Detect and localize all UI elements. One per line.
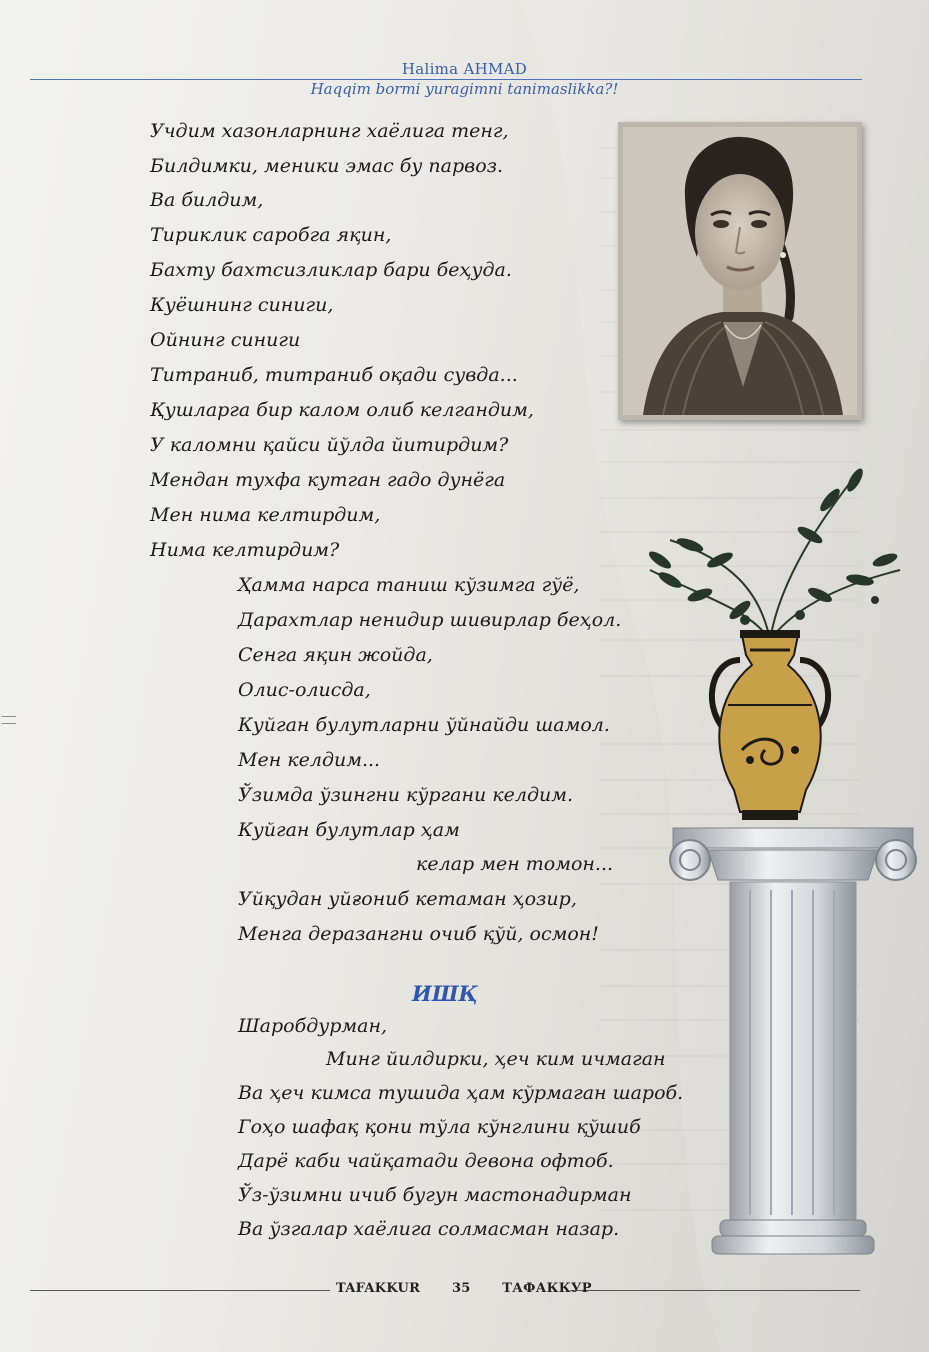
poem-line: Титраниб, титраниб оқади сувда...: [150, 364, 518, 386]
poem-line: У каломни қайси йўлда йитирдим?: [150, 434, 509, 456]
footer-magazine-cyrillic: ТАФАККУР: [502, 1281, 592, 1296]
poem-line: Мен нима келтирдим,: [150, 504, 381, 526]
poem-line: Билдимки, меники эмас бу парвоз.: [150, 155, 504, 177]
page-footer: [336, 1281, 592, 1296]
portrait-frame: [618, 122, 862, 420]
poem-line: Ва билдим,: [150, 189, 264, 211]
footer-rule-left: [30, 1290, 330, 1291]
section-line: Гоҳо шафақ қони тўла кўнглини қўшиб: [238, 1116, 641, 1138]
poem-line: Мендан тухфа кутган гадо дунёга: [150, 469, 506, 491]
section-line: Шаробдурман,: [238, 1015, 388, 1037]
poem-line: келар мен томон...: [416, 853, 614, 875]
section-line: Минг йилдирки, ҳеч ким ичмаган: [326, 1048, 666, 1070]
poem-line: Ойнинг синиги: [150, 329, 301, 351]
section-title: ИШҚ: [412, 981, 478, 1006]
poem-line: Менга деразангни очиб қўй, осмон!: [238, 923, 599, 945]
poem-line: Куёшнинг синиги,: [150, 294, 334, 316]
footer-magazine-latin: TAFAKKUR: [336, 1281, 421, 1296]
author-name: [0, 60, 929, 78]
page-number: 35: [451, 1281, 471, 1296]
poem-line: Мен келдим...: [238, 749, 381, 771]
poem-line: Куйган булутлар ҳам: [238, 819, 460, 841]
author-name-text: Halima AHMAD: [401, 60, 528, 78]
poem-line: Ҳамма нарса таниш кўзимга гўё,: [238, 574, 580, 596]
section-line: Ва ҳеч кимса тушида ҳам кўрмаган шароб.: [238, 1082, 684, 1104]
poem-line: Тириклик саробга яқин,: [150, 224, 392, 246]
portrait-photo: [623, 127, 857, 415]
portrait-illustration: [623, 127, 857, 415]
poem-line: Олис-олисда,: [238, 679, 371, 701]
poem-line: Дарахтлар ненидир шивирлар беҳол.: [238, 609, 622, 631]
section-line: Ўз-ўзимни ичиб бугун мастонадирман: [238, 1184, 632, 1206]
margin-mark: [2, 716, 16, 724]
article-subtitle: Haqqim bormi yuragimni tanimaslikka?!: [310, 80, 619, 98]
footer-rule-right: [570, 1290, 860, 1291]
poem-line: Қушларга бир калом олиб келгандим,: [150, 399, 534, 421]
section-line: Дарё каби чайқатади девона офтоб.: [238, 1150, 614, 1172]
poem-line: Ўзимда ўзингни кўргани келдим.: [238, 784, 574, 806]
poem-line: Сенга яқин жойда,: [238, 644, 433, 666]
poem-line: Учдим хазонларнинг хаёлига тенг,: [150, 120, 509, 142]
poem-line: Бахту бахтсизликлар бари беҳуда.: [150, 259, 512, 281]
ionic-column-icon: [668, 820, 918, 1280]
amphora-vase-icon: [630, 460, 910, 840]
poem-line: Нима келтирдим?: [150, 539, 340, 561]
section-line: Ва ўзгалар хаёлига солмасман назар.: [238, 1218, 620, 1240]
poem-line: Уйқудан уйғониб кетаман ҳозир,: [238, 888, 577, 910]
poem-line: Куйган булутларни ўйнайди шамол.: [238, 714, 610, 736]
